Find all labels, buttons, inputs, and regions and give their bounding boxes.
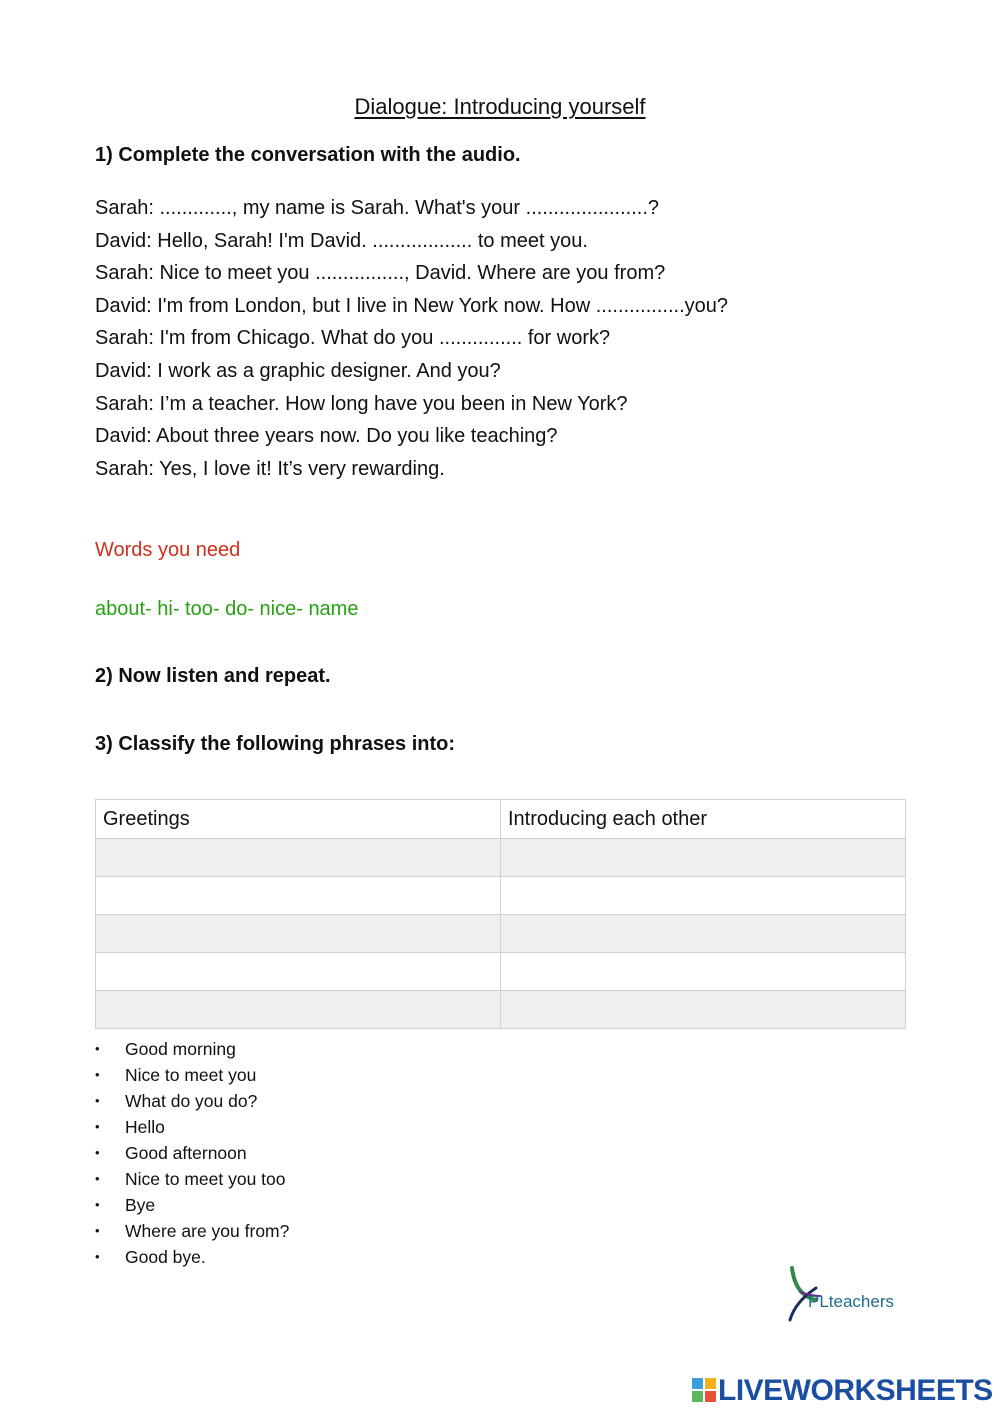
- phrase-text: Good afternoon: [125, 1143, 247, 1163]
- drop-cell[interactable]: [501, 877, 906, 915]
- dialogue-line: Sarah: Nice to meet you ................, David. Where are you from?: [95, 262, 666, 285]
- phrase-item[interactable]: [95, 1088, 289, 1114]
- drop-cell[interactable]: [501, 839, 906, 877]
- phrase-text: Good morning: [125, 1039, 236, 1059]
- bullet-icon: •: [95, 1119, 100, 1134]
- drop-cell[interactable]: [501, 915, 906, 953]
- dialogue-line: Sarah: I’m a teacher. How long have you been in New York?: [95, 392, 628, 415]
- column-header-introducing: Introducing each other: [501, 800, 906, 839]
- bullet-icon: •: [95, 1093, 100, 1108]
- bullet-icon: •: [95, 1067, 100, 1082]
- drop-cell[interactable]: [96, 877, 501, 915]
- phrase-item[interactable]: [95, 1218, 289, 1244]
- drop-cell[interactable]: [96, 915, 501, 953]
- phrase-text: Hello: [125, 1117, 165, 1137]
- bullet-icon: •: [95, 1197, 100, 1212]
- bullet-icon: •: [95, 1223, 100, 1238]
- phrase-item[interactable]: [95, 1244, 289, 1270]
- bullet-icon: •: [95, 1249, 100, 1264]
- dialogue: [95, 192, 728, 485]
- phrase-item[interactable]: [95, 1114, 289, 1140]
- phrase-item[interactable]: [95, 1140, 289, 1166]
- plteachers-wordmark: PLteachers: [808, 1292, 894, 1311]
- bullet-icon: •: [95, 1171, 100, 1186]
- plteachers-logo: [786, 1266, 910, 1322]
- bullet-icon: •: [95, 1145, 100, 1160]
- table-row: [96, 877, 906, 915]
- phrase-text: Nice to meet you too: [125, 1169, 286, 1189]
- section-2-heading: 2) Now listen and repeat.: [95, 665, 331, 687]
- column-header-greetings: Greetings: [96, 800, 501, 839]
- phrase-text: Where are you from?: [125, 1221, 290, 1241]
- drop-cell[interactable]: [501, 991, 906, 1029]
- dialogue-line: Sarah: I'm from Chicago. What do you ............... for work?: [95, 327, 611, 350]
- section-1-heading: 1) Complete the conversation with the audio.: [95, 144, 521, 166]
- dialogue-line: David: Hello, Sarah! I'm David. .................. to meet you.: [95, 229, 588, 252]
- dialogue-line: David: About three years now. Do you like teaching?: [95, 425, 558, 448]
- section-3-heading: 3) Classify the following phrases into:: [95, 733, 456, 755]
- dialogue-line: Sarah: Yes, I love it! It’s very rewarding.: [95, 457, 445, 480]
- table-row: [96, 953, 906, 991]
- liveworksheets-wordmark: LIVEWORKSHEETS: [718, 1374, 993, 1407]
- classification-table: [95, 799, 906, 1029]
- phrase-item[interactable]: [95, 1036, 289, 1062]
- phrase-item[interactable]: [95, 1192, 289, 1218]
- table-row: [96, 991, 906, 1029]
- phrase-text: What do you do?: [125, 1091, 258, 1111]
- phrase-item[interactable]: [95, 1062, 289, 1088]
- table-row: [96, 915, 906, 953]
- liveworksheets-squares-icon: [692, 1378, 716, 1402]
- drop-cell[interactable]: [96, 991, 501, 1029]
- dialogue-line: David: I work as a graphic designer. And you?: [95, 359, 501, 382]
- phrase-list: [95, 1036, 289, 1270]
- page-title: Dialogue: Introducing yourself: [354, 94, 646, 119]
- drop-cell[interactable]: [96, 953, 501, 991]
- dialogue-line: Sarah: ............., my name is Sarah. What's your ......................?: [95, 197, 660, 219]
- drop-cell[interactable]: [96, 839, 501, 877]
- liveworksheets-logo: [692, 1374, 992, 1406]
- words-you-need-label: Words you need: [95, 539, 241, 561]
- bullet-icon: •: [95, 1041, 100, 1056]
- phrase-item[interactable]: [95, 1166, 289, 1192]
- table-row: [96, 839, 906, 877]
- phrase-text: Nice to meet you: [125, 1065, 257, 1085]
- word-bank: about- hi- too- do- nice- name: [95, 598, 359, 620]
- phrase-text: Good bye.: [125, 1247, 206, 1267]
- phrase-text: Bye: [125, 1195, 156, 1215]
- drop-cell[interactable]: [501, 953, 906, 991]
- dialogue-line: David: I'm from London, but I live in New York now. How ................you?: [95, 294, 728, 317]
